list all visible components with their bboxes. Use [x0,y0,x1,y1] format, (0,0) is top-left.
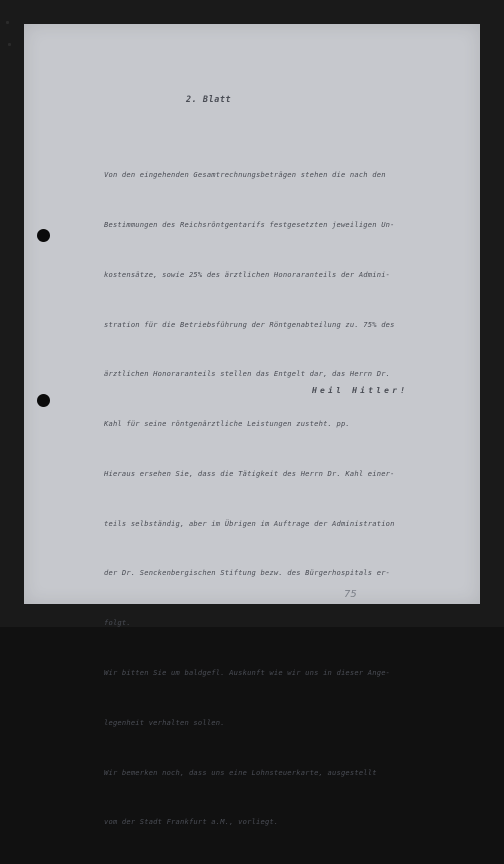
dust-speck [6,21,9,24]
text-line: ärztlichen Honoraranteils stellen das Entgelt dar, das Herrn Dr. [104,369,391,379]
page-heading: 2. Blatt [186,94,232,104]
text-line: teils selbständig, aber im Übrigen im Auftrage der Administration [104,518,395,528]
text-line: Hieraus ersehen Sie, dass die Tätigkeit des Herrn Dr. Kahl einer- [104,468,395,478]
dust-speck [8,43,11,46]
text-line: stration für die Betriebsführung der Röntgenabteilung zu. 75% des [104,319,395,329]
closing-salutation: Heil Hitler! [312,386,409,395]
text-line: folgt. [104,618,131,628]
letter-body [104,134,395,864]
text-line: kostensätze, sowie 25% des ärztlichen Honoraranteils der Admini- [104,269,391,279]
text-line: Wir bemerken noch, dass uns eine Lohnsteuerkarte, ausgestellt [104,767,377,777]
punch-hole [37,229,50,242]
punch-hole [37,394,50,407]
text-line: der Dr. Senckenbergischen Stiftung bezw. des Bürgerhospitals er- [104,568,391,578]
text-line: Von den eingehenden Gesamtrechnungsbeträgen stehen die nach den [104,170,386,180]
document-page [24,24,480,827]
text-line: legenheit verhalten sollen. [104,717,225,727]
text-line: Kahl für seine röntgenärztliche Leistungen zusteht. pp. [104,419,350,429]
text-line: Bestimmungen des Reichsröntgentarifs festgesetzten jeweiligen Un- [104,219,395,229]
text-line: Wir bitten Sie um baldgefl. Auskunft wie wir uns in dieser Ange- [104,668,391,677]
text-line: vom der Stadt Frankfurt a.M., vorliegt. [104,817,279,827]
page-number: 75 [344,589,357,600]
